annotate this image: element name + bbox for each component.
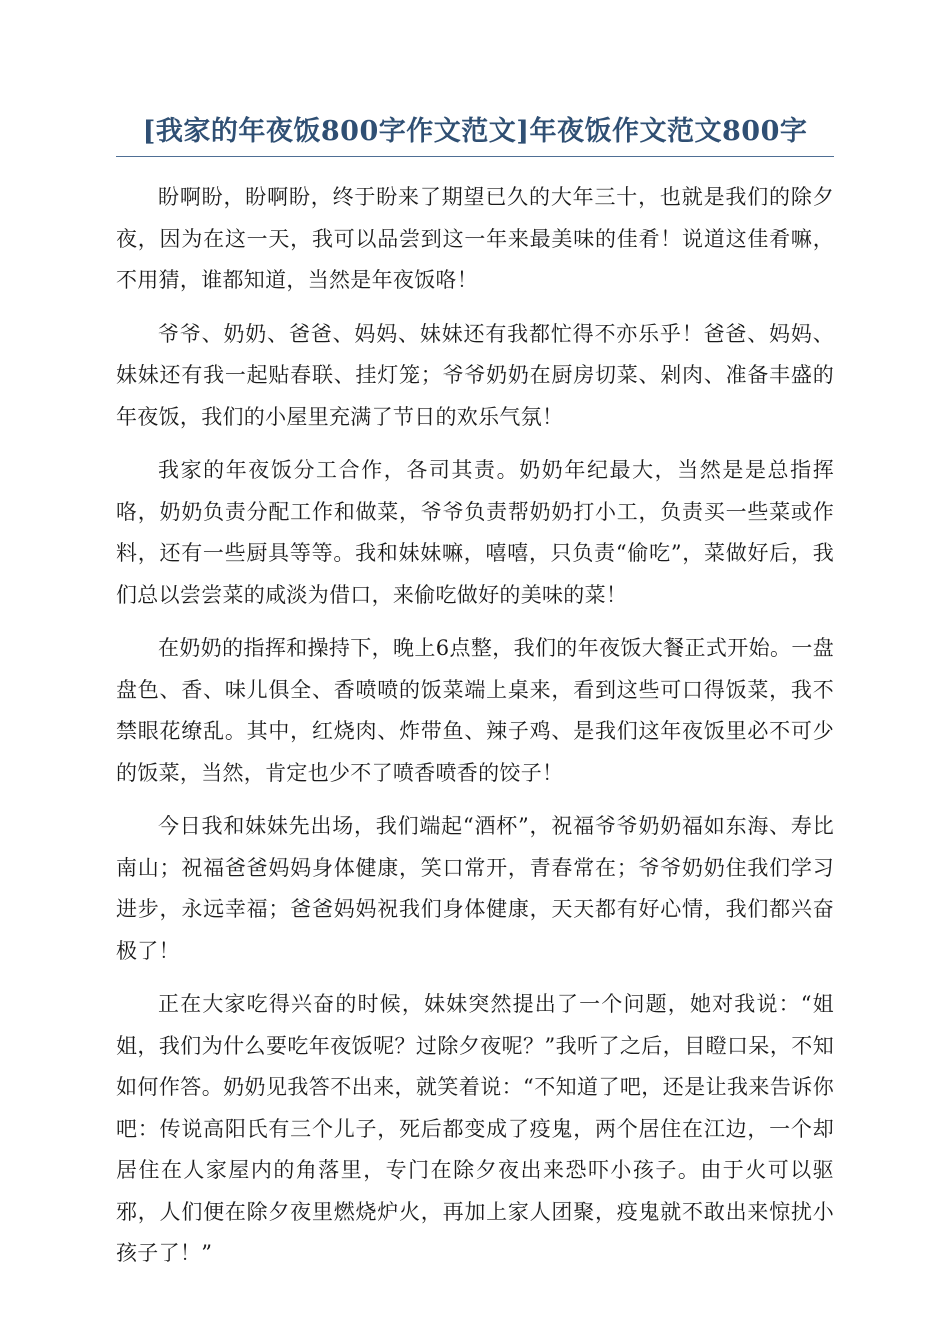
document-title: [我家的年夜饭800字作文范文]年夜饭作文范文800字 — [116, 112, 834, 157]
paragraph-5: 今日我和妹妹先出场，我们端起“酒杯”，祝福爷爷奶奶福如东海、寿比南山；祝福爸爸妈妈身体健康，笑口常开，青春常在；爷爷奶奶住我们学习进步，永远幸福；爸爸妈妈祝我们身体健康，天天都有好心情，我们都兴奋极了！ — [116, 814, 834, 963]
paragraph-1: 盼啊盼，盼啊盼，终于盼来了期望已久的大年三十，也就是我们的除夕夜，因为在这一天，我可以品尝到这一年来最美味的佳肴！说道这佳肴嘛，不用猜，谁都知道，当然是年夜饭咯！ — [116, 185, 834, 292]
paragraph-6: 正在大家吃得兴奋的时候，妹妹突然提出了一个问题，她对我说：“姐姐，我们为什么要吃年夜饭呢？过除夕夜呢？”我听了之后，目瞪口呆，不知如何作答。奶奶见我答不出来，就笑着说：“不知道了吧，还是让我来告诉你吧：传说高阳氏有三个儿子，死后都变成了疫鬼，两个居住在江边，一个却居住在人家屋内的角落里，专门在除夕夜出来恐吓小孩子。由于火可以驱邪，人们便在除夕夜里燃烧炉火，再加上家人团聚，疫鬼就不敢出来惊扰小孩子了！” — [116, 992, 834, 1265]
paragraph-3: 我家的年夜饭分工合作，各司其责。奶奶年纪最大，当然是是总指挥咯，奶奶负责分配工作和做菜，爷爷负责帮奶奶打小工，负责买一些菜或作料，还有一些厨具等等。我和妹妹嘛，嘻嘻，只负责“偷吃”，菜做好后，我们总以尝尝菜的咸淡为借口，来偷吃做好的美味的菜！ — [116, 458, 834, 607]
document-page — [116, 112, 834, 1287]
paragraph-4: 在奶奶的指挥和操持下，晚上6点整，我们的年夜饭大餐正式开始。一盘盘色、香、味儿俱全、香喷喷的饭菜端上桌来，看到这些可口得饭菜，我不禁眼花缭乱。其中，红烧肉、炸带鱼、辣子鸡、是我们这年夜饭里必不可少的饭菜，当然，肯定也少不了喷香喷香的饺子！ — [116, 636, 834, 785]
paragraph-2: 爷爷、奶奶、爸爸、妈妈、妹妹还有我都忙得不亦乐乎！爸爸、妈妈、妹妹还有我一起贴春联、挂灯笼；爷爷奶奶在厨房切菜、剁肉、准备丰盛的年夜饭，我们的小屋里充满了节日的欢乐气氛！ — [116, 321, 834, 429]
